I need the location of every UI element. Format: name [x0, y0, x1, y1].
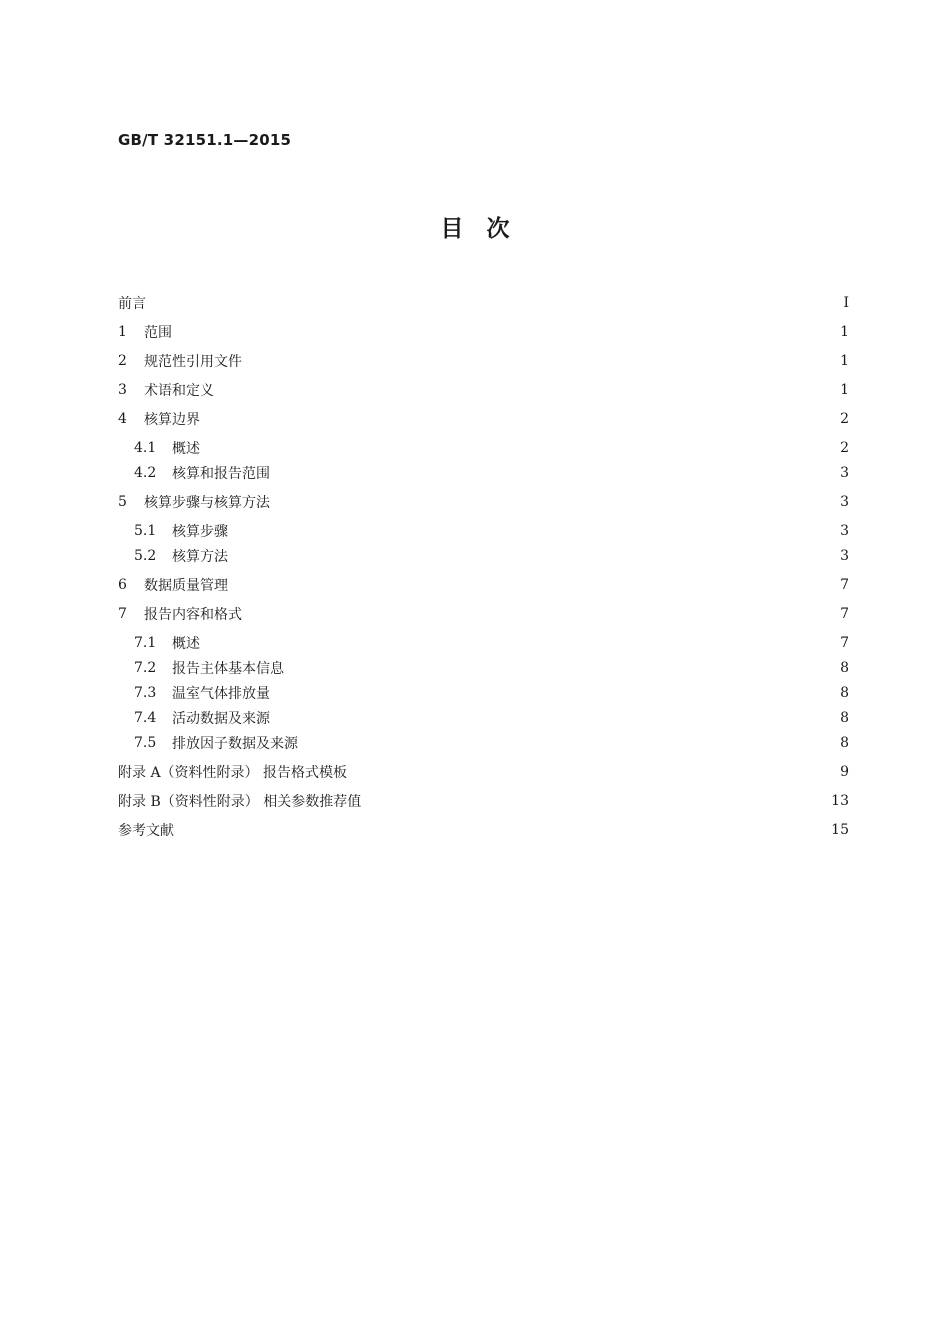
toc-entry-label: 前言: [118, 296, 146, 312]
toc-entry-label: 规范性引用文件: [144, 354, 242, 370]
toc-entry-number: 7: [118, 606, 127, 622]
toc-entry[interactable]: [118, 408, 849, 430]
toc-entry-label: 排放因子数据及来源: [172, 736, 298, 752]
toc-entry-page: 8: [840, 660, 849, 676]
toc-entry-label: 报告内容和格式: [144, 607, 242, 623]
toc-entry-page: Ⅰ: [843, 295, 849, 311]
dot-leader: [278, 491, 825, 513]
toc-entry-page: 8: [840, 685, 849, 701]
toc-entry-page: 15: [831, 822, 849, 838]
toc-entry-page: 8: [840, 735, 849, 751]
toc-entry-page: 3: [840, 548, 849, 564]
toc-entry[interactable]: [118, 761, 849, 783]
toc-entry-label: 附录 A（资料性附录） 报告格式模板: [118, 765, 348, 781]
toc-entry-number: 4.1: [134, 440, 157, 456]
toc-entry-label: 温室气体排放量: [172, 686, 270, 702]
dot-leader: [278, 682, 825, 704]
dot-leader: [208, 408, 825, 430]
toc-entry-label: 核算边界: [144, 412, 200, 428]
toc-entry-page: 13: [831, 793, 849, 809]
dot-leader: [154, 292, 825, 314]
toc-entry-page: 7: [840, 606, 849, 622]
dot-leader: [182, 819, 825, 841]
toc-entry[interactable]: [118, 819, 849, 841]
toc-entry-page: 7: [840, 577, 849, 593]
toc-entry-number: 6: [118, 577, 127, 593]
toc-entry-number: 7.5: [134, 735, 157, 751]
toc-entry[interactable]: [118, 321, 849, 343]
toc-entry[interactable]: [118, 682, 849, 704]
toc-entry-page: 8: [840, 710, 849, 726]
dot-leader: [278, 462, 825, 484]
toc-entry-label: 概述: [172, 636, 200, 652]
toc-entry[interactable]: [118, 520, 849, 542]
toc-entry[interactable]: [118, 574, 849, 596]
dot-leader: [208, 437, 825, 459]
toc-entry-number: 7.1: [134, 635, 157, 651]
toc-entry-number: 7.4: [134, 710, 157, 726]
toc-entry-label: 概述: [172, 441, 200, 457]
toc-entry-label: 术语和定义: [144, 383, 214, 399]
dot-leader: [236, 545, 825, 567]
toc-entry-page: 1: [840, 382, 849, 398]
toc-entry-label: 报告主体基本信息: [172, 661, 284, 677]
standard-code: GB/T 32151.1—2015: [118, 131, 292, 149]
dot-leader: [236, 574, 825, 596]
toc-entry-number: 7.2: [134, 660, 157, 676]
toc-entry[interactable]: [118, 379, 849, 401]
toc-entry[interactable]: [118, 545, 849, 567]
toc-entry[interactable]: [118, 790, 849, 812]
toc-entry[interactable]: [118, 707, 849, 729]
toc-entry-label: 核算和报告范围: [172, 466, 270, 482]
dot-leader: [250, 350, 825, 372]
dot-leader: [222, 379, 825, 401]
toc-entry-page: 2: [840, 411, 849, 427]
toc-entry[interactable]: [118, 657, 849, 679]
dot-leader: [278, 707, 825, 729]
toc-entry-number: 3: [118, 382, 127, 398]
toc-entry[interactable]: [118, 350, 849, 372]
toc-entry[interactable]: [118, 732, 849, 754]
toc-entry[interactable]: [118, 462, 849, 484]
toc-entry-number: 4.2: [134, 465, 157, 481]
toc-entry-label: 参考文献: [118, 823, 174, 839]
toc-entry-page: 3: [840, 523, 849, 539]
toc-entry-label: 数据质量管理: [144, 578, 228, 594]
toc-entry-label: 核算步骤: [172, 524, 228, 540]
toc-entry[interactable]: [118, 632, 849, 654]
toc-entry-number: 1: [118, 324, 127, 340]
toc-entry-page: 9: [840, 764, 849, 780]
dot-leader: [306, 732, 825, 754]
toc-entry[interactable]: [118, 292, 849, 314]
dot-leader: [250, 603, 825, 625]
toc-entry-label: 范围: [144, 325, 172, 341]
toc-entry-page: 3: [840, 465, 849, 481]
toc-entry-page: 2: [840, 440, 849, 456]
toc-entry-label: 核算步骤与核算方法: [144, 495, 270, 511]
dot-leader: [369, 790, 825, 812]
toc-entry-number: 2: [118, 353, 127, 369]
toc-entry-number: 7.3: [134, 685, 157, 701]
dot-leader: [180, 321, 825, 343]
toc-entry-number: 5.1: [134, 523, 157, 539]
toc-entry-label: 核算方法: [172, 549, 228, 565]
toc-entry-number: 5: [118, 494, 127, 510]
toc-title: 目 次: [440, 216, 510, 242]
toc-entry-page: 3: [840, 494, 849, 510]
toc-entry-page: 7: [840, 635, 849, 651]
toc-entry[interactable]: [118, 491, 849, 513]
toc-entry-label: 附录 B（资料性附录） 相关参数推荐值: [118, 794, 362, 810]
dot-leader: [236, 520, 825, 542]
toc-entry-number: 4: [118, 411, 127, 427]
toc-entry-page: 1: [840, 324, 849, 340]
toc-entry[interactable]: [118, 437, 849, 459]
toc-entry-number: 5.2: [134, 548, 157, 564]
dot-leader: [292, 657, 825, 679]
dot-leader: [208, 632, 825, 654]
toc-entry[interactable]: [118, 603, 849, 625]
toc-entry-label: 活动数据及来源: [172, 711, 270, 727]
dot-leader: [355, 761, 825, 783]
toc-entry-page: 1: [840, 353, 849, 369]
